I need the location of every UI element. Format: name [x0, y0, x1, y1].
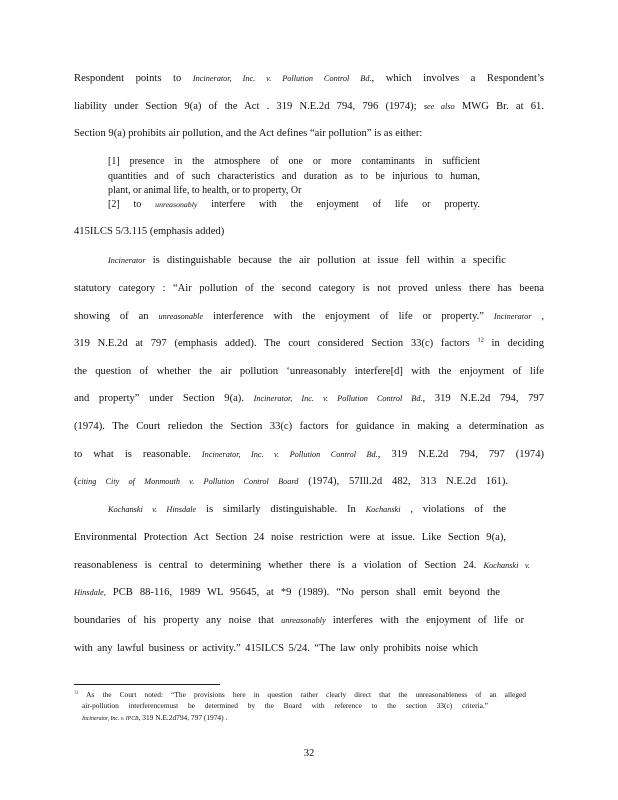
- italic-citation: citing City of Monmouth v. Pollution Control Board: [77, 477, 299, 486]
- citation-line: 415ILCS 5/3.115 (emphasis added): [74, 226, 225, 237]
- body-line: Incinerator is distinguishable because the air pollution at issue fell within a specific: [108, 255, 506, 266]
- body-line: Hinsdale, PCB 88-116, 1989 WL 95645, at *9 (1989). “No person shall emit beyond the: [74, 587, 500, 598]
- block-quote-line: [2] to unreasonably interfere with the enjoyment of life or property.: [108, 199, 480, 210]
- footnote-line: Incinerator, Inc. v. IPCB, 319 N.E.2d794, 797 (1974) .: [82, 713, 228, 722]
- body-line: boundaries of his property any noise that unreasonably interferes with the enjoyment of life or: [74, 615, 525, 626]
- body-line: showing of an unreasonable interference with the enjoyment of life or property.” Incinerator ,: [74, 311, 544, 322]
- body-line: Kochanski v. Hinsdale is similarly distinguishable. In Kochanski , violations of the: [108, 504, 507, 515]
- body-line: the question of whether the air pollution ‘unreasonably interfere[d] with the enjoyment of life: [74, 366, 544, 377]
- body-line: statutory category : “Air pollution of the second category is not proved unless there has beena: [74, 283, 544, 294]
- body-line: Respondent points to Incinerator, Inc. v. Pollution Control Bd., which involves a Respondent’s: [74, 73, 545, 84]
- page-number: 32: [303, 748, 315, 759]
- italic-citation: unreasonably: [281, 616, 326, 625]
- body-line: Environmental Protection Act Section 24 noise restriction were at issue. Like Section 9(a),: [74, 532, 506, 543]
- italic-citation: see also: [423, 102, 455, 111]
- italic-citation: Incinerator: [108, 256, 146, 265]
- italic-citation: Incinerator: [493, 312, 532, 321]
- footnote-reference: 12: [74, 689, 79, 695]
- body-line: Section 9(a) prohibits air pollution, and the Act defines “air pollution” is as either:: [74, 128, 423, 139]
- italic-citation: unreasonably: [155, 200, 198, 209]
- body-line: reasonableness is central to determining whether there is a violation of Section 24. Kochanski v.: [74, 560, 530, 571]
- italic-citation: Kochanski: [365, 505, 401, 514]
- footnote-line: air-pollution interferencemust be determined by the Board with reference to the section 33(c) criteria.”: [82, 701, 488, 710]
- block-quote-line: [1] presence in the atmosphere of one or more contaminants in sufficient: [108, 156, 480, 167]
- italic-citation: unreasonable: [158, 312, 204, 321]
- body-line: with any lawful business or activity.” 415ILCS 5/24. “The law only prohibits noise which: [74, 643, 478, 654]
- italic-citation: Kochanski v.: [483, 561, 530, 570]
- italic-citation: Kochanski v. Hinsdale: [108, 505, 197, 514]
- italic-citation: Incinerator, Inc. v. Pollution Control Bd.: [192, 74, 372, 83]
- footnote-divider: [74, 684, 220, 685]
- italic-citation: Hinsdale,: [74, 588, 106, 597]
- body-line: to what is reasonable. Incinerator, Inc. v. Pollution Control Bd., 319 N.E.2d 794, 797 (1974): [74, 449, 545, 460]
- italic-citation: Incinerator, Inc. v. Pollution Control Bd.: [201, 450, 378, 459]
- body-line: and property” under Section 9(a). Incinerator, Inc. v. Pollution Control Bd., 319 N.E.2d 794, 797: [74, 393, 545, 404]
- body-line: 319 N.E.2d at 797 (emphasis added). The court considered Section 33(c) factors $^{12}$ in deciding: [74, 336, 544, 349]
- italic-citation: Incinerator, Inc. v. IPCB: [82, 716, 139, 722]
- footnote-line: $^{12}$ As the Court noted: “The provisions here in question rather clearly direct that the unreasonableness of an alleged: [74, 689, 526, 699]
- body-line: (1974). The Court reliedon the Section 33(c) factors for guidance in making a determination as: [74, 421, 544, 432]
- italic-citation: Incinerator, Inc. v. Pollution Control Bd.: [253, 394, 423, 403]
- footnote-reference: 12: [477, 336, 484, 344]
- body-line: liability under Section 9(a) of the Act . 319 N.E.2d 794, 796 (1974); see also MWG Br. at 61.: [74, 101, 544, 112]
- block-quote-line: plant, or animal life, to health, or to property, Or: [108, 185, 302, 196]
- block-quote-line: quantities and of such characteristics and duration as to be injurious to human,: [108, 171, 480, 182]
- body-line: (citing City of Monmouth v. Pollution Control Board (1974), 57Ill.2d 482, 313 N.E.2d 161).: [74, 476, 508, 487]
